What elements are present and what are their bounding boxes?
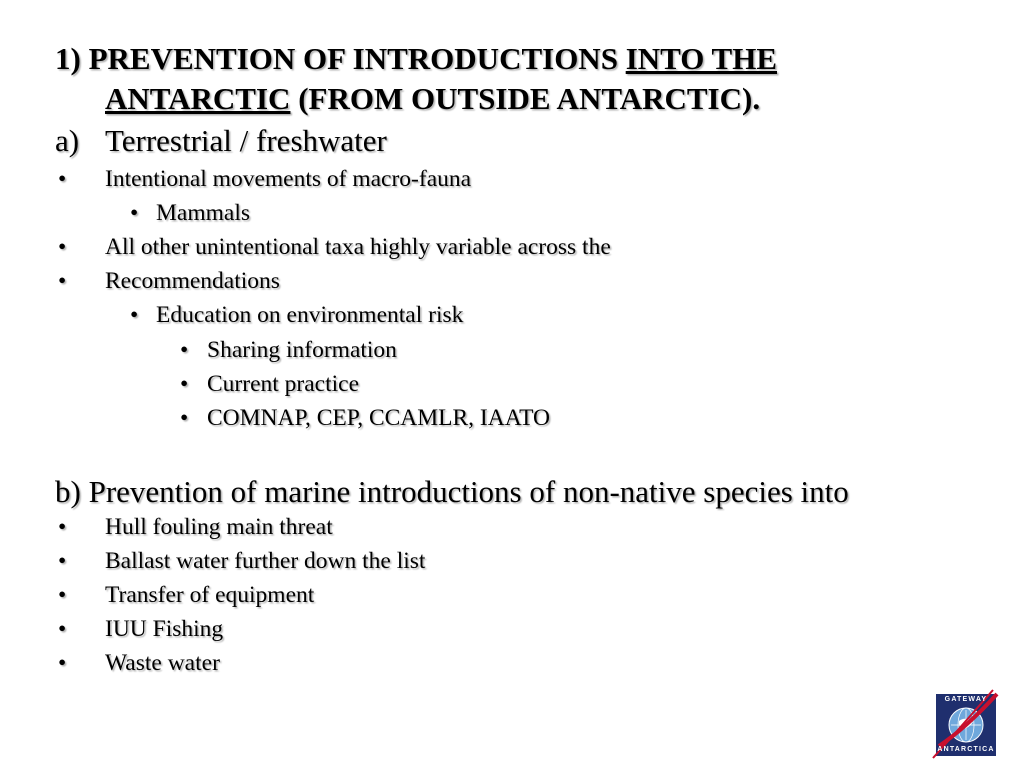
list-item: IUU Fishing <box>105 616 224 642</box>
list-item: Recommendations <box>105 268 280 294</box>
heading-prefix: 1) PREVENTION OF INTRODUCTIONS <box>55 41 626 76</box>
bullet-icon: • <box>130 302 139 328</box>
logo-bottom-text: ANTARCTICA <box>937 746 995 753</box>
list-item: Mammals <box>156 200 250 226</box>
list-item: COMNAP, CEP, CCAMLR, IAATO <box>207 405 550 431</box>
section-a-title: Terrestrial / freshwater <box>105 123 387 158</box>
bullet-icon: • <box>58 234 67 260</box>
list-item: Education on environmental risk <box>156 302 464 328</box>
heading-underlined-part-2: ANTARCTIC <box>105 81 291 116</box>
gateway-antarctica-logo <box>931 688 1001 760</box>
bullet-icon: • <box>58 268 67 294</box>
section-b-title: b) Prevention of marine introductions of non-native species into <box>55 474 849 509</box>
heading-underlined-part-1: INTO THE <box>625 41 778 76</box>
main-heading-line-2 <box>105 80 760 118</box>
logo-top-text: GATEWAY <box>944 696 988 703</box>
list-item: Current practice <box>207 371 360 397</box>
list-item: Waste water <box>105 650 220 676</box>
bullet-icon: • <box>58 616 67 642</box>
list-item: Intentional movements of macro-fauna <box>105 166 472 192</box>
bullet-icon: • <box>180 337 189 363</box>
main-heading-line-1 <box>55 40 777 78</box>
section-a-marker: a) <box>55 123 80 158</box>
list-item: Transfer of equipment <box>105 582 315 608</box>
bullet-icon: • <box>180 371 189 397</box>
list-item: Sharing information <box>207 337 397 363</box>
bullet-icon: • <box>58 582 67 608</box>
bullet-icon: • <box>58 514 67 540</box>
bullet-icon: • <box>58 166 67 192</box>
list-item: Hull fouling main threat <box>105 514 333 540</box>
heading-suffix: (FROM OUTSIDE ANTARCTIC). <box>290 81 761 116</box>
bullet-icon: • <box>58 548 67 574</box>
list-item: Ballast water further down the list <box>105 548 426 574</box>
list-item: All other unintentional taxa highly variable across the <box>105 234 611 260</box>
bullet-icon: • <box>180 405 189 431</box>
bullet-icon: • <box>130 200 139 226</box>
bullet-icon: • <box>58 650 67 676</box>
